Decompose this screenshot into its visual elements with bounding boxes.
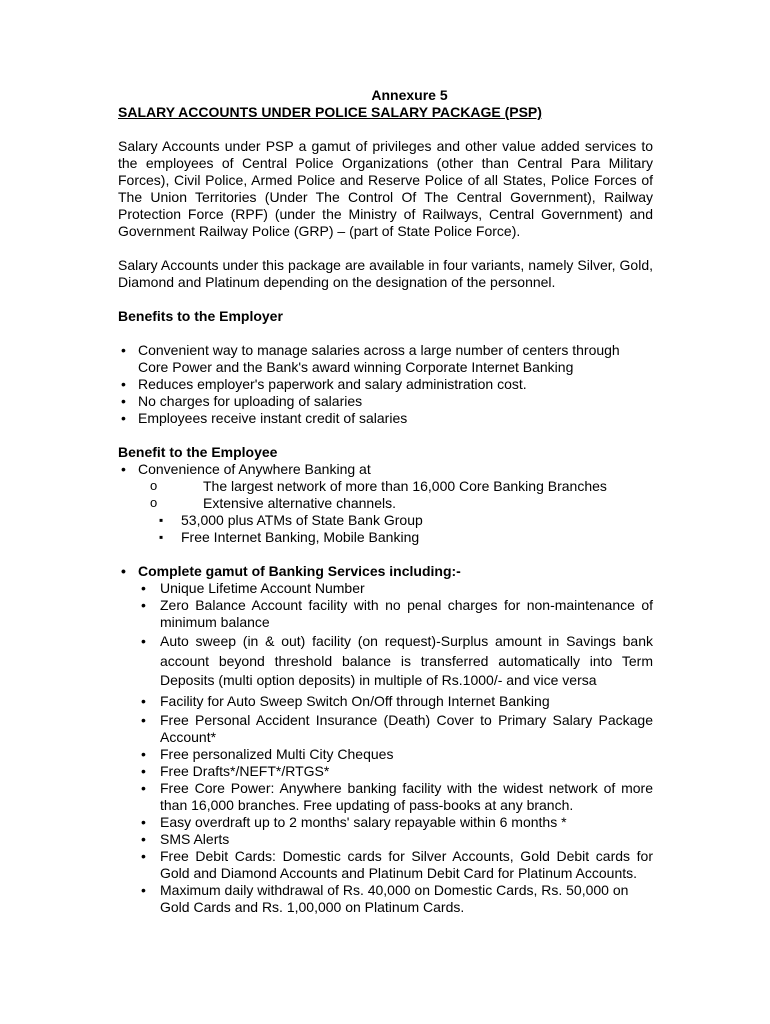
list-item: o Extensive alternative channels. bbox=[118, 495, 653, 512]
intro-paragraph: Salary Accounts under PSP a gamut of privileges and other value added services to the employees of Central Police Organizations (other than Central Para Military Forces), Civil Police, Armed Police and Reserve Police of all States, Police Forces of The Union Territories (Under The Control Of The Central Government), Railway Protection Force (RPF) (under the Ministry of Railways, Central Government) and Government Railway Police (GRP) – (part of State Police Force). bbox=[118, 138, 653, 239]
employer-heading: Benefits to the Employer bbox=[118, 308, 283, 324]
list-item: • Convenient way to manage salaries across a large number of centers through Core Power and the Bank's award winning Corporate Internet Banking bbox=[118, 342, 653, 376]
list-item: • Free personalized Multi City Cheques bbox=[118, 746, 653, 763]
employer-benefits-list bbox=[118, 342, 653, 427]
employee-heading: Benefit to the Employee bbox=[118, 444, 278, 460]
list-item: • Free Personal Accident Insurance (Death) Cover to Primary Salary Package Account* bbox=[118, 712, 653, 746]
variants-paragraph: Salary Accounts under this package are available in four variants, namely Silver, Gold, Diamond and Platinum depending on the designation of the personnel. bbox=[118, 257, 653, 290]
list-item: • Auto sweep (in & out) facility (on request)-Surplus amount in Savings bank account beyond threshold balance is transferred automatically into Term Deposits (multi option deposits) in multiple of Rs.1000/- and vice versa bbox=[118, 632, 653, 691]
list-item: • Reduces employer's paperwork and salary administration cost. bbox=[118, 376, 653, 393]
list-item: • Maximum daily withdrawal of Rs. 40,000 on Domestic Cards, Rs. 50,000 on Gold Cards and Rs. 1,00,000 on Platinum Cards. bbox=[118, 882, 653, 916]
document-page bbox=[118, 87, 653, 916]
list-item: • Free Core Power: Anywhere banking facility with the widest network of more than 16,000 branches. Free updating of pass-books at any branch. bbox=[118, 780, 653, 814]
list-item: o The largest network of more than 16,000 Core Banking Branches bbox=[118, 478, 653, 495]
services-list bbox=[118, 563, 653, 916]
list-item: • Zero Balance Account facility with no penal charges for non-maintenance of minimum balance bbox=[118, 597, 653, 631]
list-item: • Convenience of Anywhere Banking at bbox=[118, 461, 653, 478]
list-item: • Free Debit Cards: Domestic cards for Silver Accounts, Gold Debit cards for Gold and Diamond Accounts and Platinum Debit Card for Platinum Accounts. bbox=[118, 848, 653, 882]
list-item: • Unique Lifetime Account Number bbox=[118, 580, 653, 597]
list-item: • No charges for uploading of salaries bbox=[118, 393, 653, 410]
services-heading: • Complete gamut of Banking Services including:- bbox=[118, 563, 653, 580]
document-title: SALARY ACCOUNTS UNDER POLICE SALARY PACKAGE (PSP) bbox=[118, 104, 542, 120]
list-item: ▪ Free Internet Banking, Mobile Banking bbox=[118, 529, 653, 546]
list-item: ▪ 53,000 plus ATMs of State Bank Group bbox=[118, 512, 653, 529]
list-item: • Facility for Auto Sweep Switch On/Off through Internet Banking bbox=[118, 693, 653, 710]
list-item: • Easy overdraft up to 2 months' salary repayable within 6 months * bbox=[118, 814, 653, 831]
list-item: • Employees receive instant credit of salaries bbox=[118, 410, 653, 427]
annexure-label: Annexure 5 bbox=[371, 87, 448, 103]
list-item: • SMS Alerts bbox=[118, 831, 653, 848]
list-item: • Free Drafts*/NEFT*/RTGS* bbox=[118, 763, 653, 780]
employee-benefits-list bbox=[118, 461, 653, 546]
